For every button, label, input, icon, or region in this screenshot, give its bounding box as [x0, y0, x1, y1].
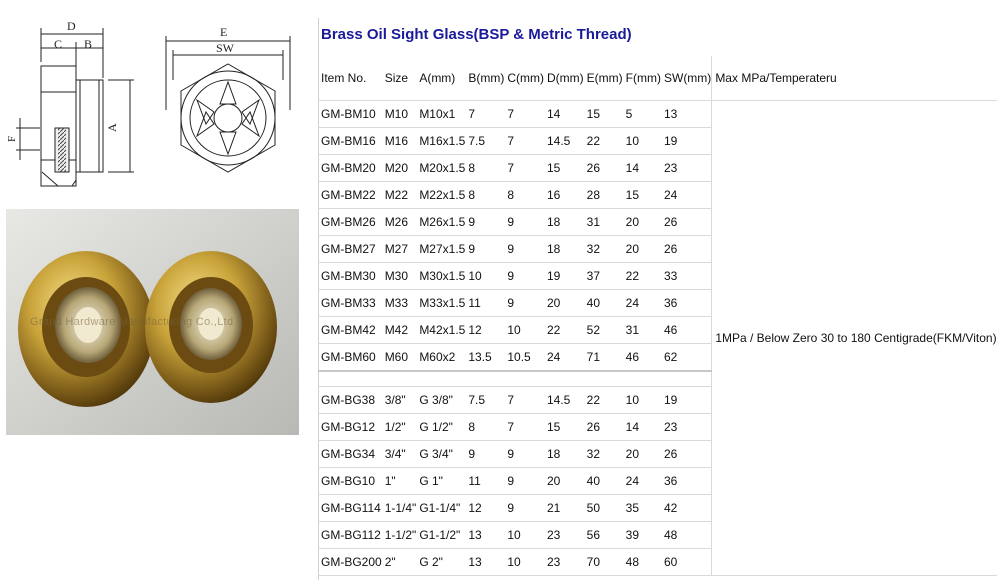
table-cell: 15 [544, 414, 584, 441]
table-cell: M16 [382, 128, 417, 155]
table-cell: G 3/8" [416, 387, 465, 414]
table-cell: 10.5 [504, 344, 544, 372]
separator-cell [584, 371, 623, 387]
table-cell: 24 [544, 344, 584, 372]
table-cell: 20 [623, 236, 661, 263]
table-cell: 37 [584, 263, 623, 290]
table-cell: 18 [544, 441, 584, 468]
column-header: E(mm) [584, 56, 623, 101]
dim-label-f: F [6, 135, 18, 142]
table-cell: G 2" [416, 549, 465, 576]
table-cell: GM-BG114 [318, 495, 382, 522]
table-cell: 11 [465, 290, 504, 317]
table-cell: 60 [661, 549, 712, 576]
table-cell: 18 [544, 209, 584, 236]
photo-watermark: Grand Hardware Manufacturing Co.,Ltd [30, 316, 234, 328]
table-title: Brass Oil Sight Glass(BSP & Metric Thread) [321, 26, 632, 43]
table-cell: 33 [661, 263, 712, 290]
column-header: A(mm) [416, 56, 465, 101]
separator-cell [318, 371, 382, 387]
spec-table [318, 56, 997, 576]
table-cell: 31 [584, 209, 623, 236]
table-cell: 39 [623, 522, 661, 549]
table-cell: 18 [544, 236, 584, 263]
table-cell: 7 [504, 128, 544, 155]
table-cell: 10 [623, 387, 661, 414]
table-cell: 19 [661, 387, 712, 414]
dim-label-e: E [220, 25, 228, 39]
table-cell: 15 [584, 101, 623, 128]
table-cell: 9 [504, 441, 544, 468]
table-cell: 7 [504, 414, 544, 441]
table-cell: 15 [544, 155, 584, 182]
table-cell: 48 [623, 549, 661, 576]
separator-cell [465, 371, 504, 387]
table-cell: GM-BM16 [318, 128, 382, 155]
table-cell: GM-BM30 [318, 263, 382, 290]
table-cell: GM-BM22 [318, 182, 382, 209]
table-cell: G 1" [416, 468, 465, 495]
table-cell: G1-1/2" [416, 522, 465, 549]
table-cell: 9 [465, 209, 504, 236]
table-cell: 13 [465, 522, 504, 549]
table-cell: M26x1.5 [416, 209, 465, 236]
table-cell: 22 [584, 387, 623, 414]
dim-label-c: C [54, 37, 63, 51]
table-cell: 12 [465, 495, 504, 522]
table-cell: M22 [382, 182, 417, 209]
table-header-row [318, 56, 997, 101]
table-cell: 20 [623, 441, 661, 468]
table-cell: 14.5 [544, 387, 584, 414]
separator-cell [661, 371, 712, 387]
separator-cell [382, 371, 417, 387]
table-cell: 14 [623, 155, 661, 182]
table-cell: 7.5 [465, 387, 504, 414]
table-cell: 32 [584, 236, 623, 263]
table-cell: 22 [544, 317, 584, 344]
left-panel [0, 0, 318, 586]
table-cell: 7 [504, 387, 544, 414]
table-cell: 26 [661, 441, 712, 468]
table-cell: 8 [465, 414, 504, 441]
table-cell: M16x1.5 [416, 128, 465, 155]
column-header: Size [382, 56, 417, 101]
table-cell: 15 [623, 182, 661, 209]
table-cell: 16 [544, 182, 584, 209]
table-cell: M33 [382, 290, 417, 317]
table-cell: 12 [465, 317, 504, 344]
separator-cell [416, 371, 465, 387]
table-cell: GM-BG38 [318, 387, 382, 414]
table-cell: GM-BM42 [318, 317, 382, 344]
table-cell: 22 [623, 263, 661, 290]
table-cell: 21 [544, 495, 584, 522]
table-cell: 9 [504, 209, 544, 236]
table-cell: 10 [465, 263, 504, 290]
column-header: B(mm) [465, 56, 504, 101]
spec-panel [318, 18, 997, 580]
table-cell: GM-BM26 [318, 209, 382, 236]
table-cell: G 3/4" [416, 441, 465, 468]
max-pressure-temperature-note: 1MPa / Below Zero 30 to 180 Centigrade(FKM/Viton) [712, 101, 997, 576]
table-cell: M60 [382, 344, 417, 372]
table-cell: 20 [623, 209, 661, 236]
table-cell: M22x1.5 [416, 182, 465, 209]
side-view [16, 28, 134, 186]
column-header: SW(mm) [661, 56, 712, 101]
table-cell: 1-1/4" [382, 495, 417, 522]
table-cell: 7 [504, 101, 544, 128]
table-cell: 20 [544, 290, 584, 317]
table-cell: M42x1.5 [416, 317, 465, 344]
table-cell: 3/4" [382, 441, 417, 468]
separator-cell [544, 371, 584, 387]
dim-label-d: D [67, 19, 76, 33]
table-cell: 10 [504, 549, 544, 576]
table-cell: 9 [504, 263, 544, 290]
table-cell: M30x1.5 [416, 263, 465, 290]
dim-label-b: B [84, 37, 93, 51]
table-cell: 14.5 [544, 128, 584, 155]
table-cell: 8 [465, 182, 504, 209]
front-view [166, 36, 290, 172]
table-cell: 46 [623, 344, 661, 372]
table-cell: 8 [465, 155, 504, 182]
column-header: C(mm) [504, 56, 544, 101]
table-cell: M10 [382, 101, 417, 128]
table-cell: 46 [661, 317, 712, 344]
table-cell: 24 [661, 182, 712, 209]
table-cell: 13.5 [465, 344, 504, 372]
table-cell: 40 [584, 468, 623, 495]
separator-cell [623, 371, 661, 387]
table-cell: 48 [661, 522, 712, 549]
table-cell: 36 [661, 290, 712, 317]
table-cell: 20 [544, 468, 584, 495]
table-cell: G 1/2" [416, 414, 465, 441]
table-cell: 7 [504, 155, 544, 182]
table-cell: M20 [382, 155, 417, 182]
table-cell: GM-BM20 [318, 155, 382, 182]
table-cell: 7.5 [465, 128, 504, 155]
table-cell: 9 [504, 468, 544, 495]
table-cell: 62 [661, 344, 712, 372]
table-cell: 70 [584, 549, 623, 576]
table-cell: GM-BG200 [318, 549, 382, 576]
table-cell: 19 [544, 263, 584, 290]
table-cell: 9 [504, 495, 544, 522]
table-cell: 35 [623, 495, 661, 522]
table-cell: 36 [661, 468, 712, 495]
table-cell: GM-BG10 [318, 468, 382, 495]
table-cell: 10 [504, 522, 544, 549]
table-cell: 71 [584, 344, 623, 372]
table-cell: 32 [584, 441, 623, 468]
table-cell: 22 [584, 128, 623, 155]
table-cell: GM-BG34 [318, 441, 382, 468]
table-cell: 14 [623, 414, 661, 441]
column-header: Max MPa/Temperateru [712, 56, 997, 101]
table-row [318, 101, 997, 128]
technical-drawing [0, 0, 318, 200]
table-cell: GM-BM10 [318, 101, 382, 128]
table-cell: 26 [661, 209, 712, 236]
table-cell: 50 [584, 495, 623, 522]
table-cell: M20x1.5 [416, 155, 465, 182]
table-cell: 9 [465, 236, 504, 263]
table-cell: M27 [382, 236, 417, 263]
dim-label-a: A [105, 123, 119, 132]
table-cell: 40 [584, 290, 623, 317]
table-cell: 11 [465, 468, 504, 495]
table-cell: 24 [623, 290, 661, 317]
dim-label-sw: SW [216, 41, 234, 55]
table-cell: M60x2 [416, 344, 465, 372]
table-cell: 1" [382, 468, 417, 495]
table-cell: M27x1.5 [416, 236, 465, 263]
table-cell: 14 [544, 101, 584, 128]
sight-glass-left [18, 251, 154, 407]
table-cell: 8 [504, 182, 544, 209]
table-cell: M42 [382, 317, 417, 344]
table-cell: 7 [465, 101, 504, 128]
table-cell: 3/8" [382, 387, 417, 414]
table-cell: 13 [465, 549, 504, 576]
table-cell: M30 [382, 263, 417, 290]
table-cell: G1-1/4" [416, 495, 465, 522]
table-cell: GM-BM27 [318, 236, 382, 263]
table-cell: M26 [382, 209, 417, 236]
column-header: Item No. [318, 56, 382, 101]
table-cell: 31 [623, 317, 661, 344]
table-cell: M33x1.5 [416, 290, 465, 317]
table-cell: 10 [623, 128, 661, 155]
table-cell: 2" [382, 549, 417, 576]
table-cell: GM-BM33 [318, 290, 382, 317]
table-cell: 24 [623, 468, 661, 495]
table-cell: 28 [584, 182, 623, 209]
table-cell: GM-BG12 [318, 414, 382, 441]
table-cell: GM-BG112 [318, 522, 382, 549]
table-cell: GM-BM60 [318, 344, 382, 372]
table-cell: 23 [544, 522, 584, 549]
table-cell: 19 [661, 128, 712, 155]
table-cell: 52 [584, 317, 623, 344]
table-cell: 56 [584, 522, 623, 549]
column-header: F(mm) [623, 56, 661, 101]
table-cell: 13 [661, 101, 712, 128]
table-cell: 10 [504, 317, 544, 344]
table-cell: M10x1 [416, 101, 465, 128]
table-cell: 1-1/2" [382, 522, 417, 549]
table-cell: 23 [661, 155, 712, 182]
table-cell: 26 [584, 414, 623, 441]
table-cell: 23 [661, 414, 712, 441]
table-cell: 5 [623, 101, 661, 128]
separator-cell [504, 371, 544, 387]
table-cell: 23 [544, 549, 584, 576]
table-cell: 1/2" [382, 414, 417, 441]
table-cell: 9 [504, 290, 544, 317]
column-header: D(mm) [544, 56, 584, 101]
table-cell: 9 [465, 441, 504, 468]
table-cell: 26 [661, 236, 712, 263]
table-cell: 42 [661, 495, 712, 522]
table-cell: 26 [584, 155, 623, 182]
table-cell: 9 [504, 236, 544, 263]
